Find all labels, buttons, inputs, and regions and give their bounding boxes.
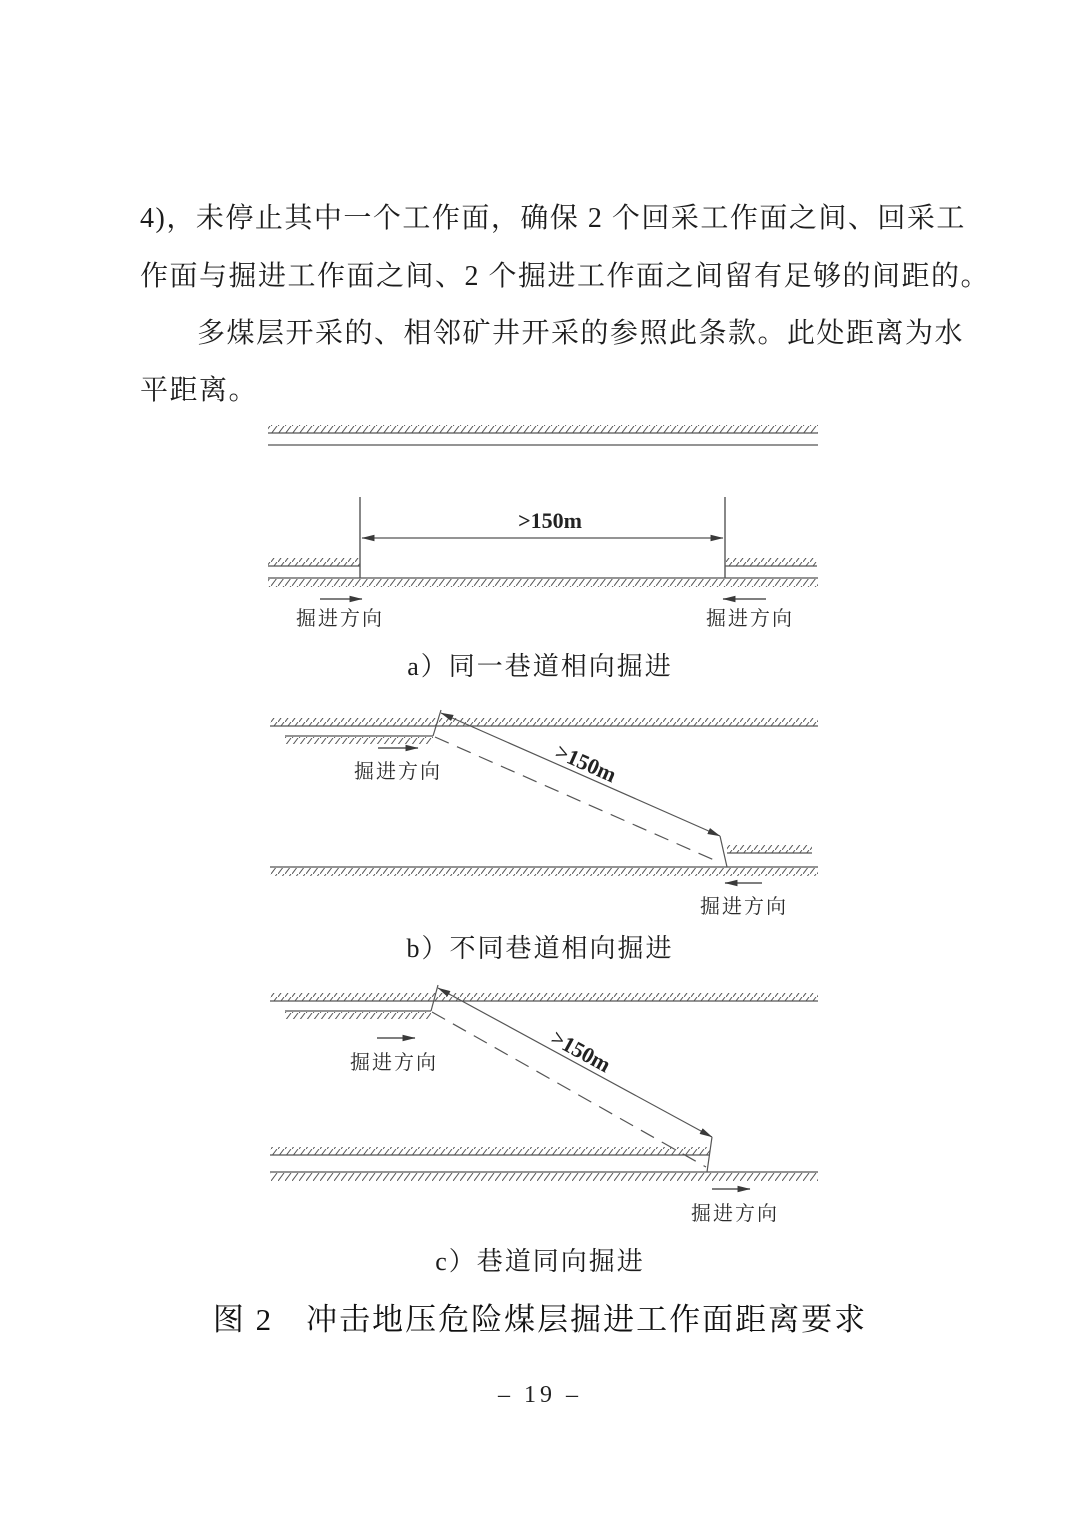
left-drive-direction-label: 掘进方向 bbox=[350, 1052, 438, 1074]
distance-label: >150m bbox=[518, 508, 582, 533]
caption-c: c）巷道同向掘进 bbox=[435, 1247, 645, 1276]
paragraph-line-3: 多煤层开采的、相邻矿井开采的参照此条款。此处距离为水 bbox=[197, 318, 965, 349]
distance-label: >150m bbox=[546, 1024, 616, 1078]
ground-hatch-strip bbox=[268, 579, 818, 587]
left-drive-direction-label: 掘进方向 bbox=[296, 608, 384, 630]
ground-hatch-strip bbox=[270, 1173, 818, 1181]
lower-tunnel-roof-hatch bbox=[727, 845, 812, 853]
roof-hatch-strip bbox=[270, 993, 818, 1001]
caption-b: b）不同巷道相向掘进 bbox=[406, 934, 674, 963]
roof-hatch-strip bbox=[268, 425, 818, 433]
right-drive-direction-label: 掘进方向 bbox=[700, 896, 788, 918]
distance-label: >150m bbox=[551, 738, 621, 788]
roof-hatch-strip bbox=[270, 718, 818, 726]
lower-face-line bbox=[720, 836, 727, 867]
paragraph-line-2: 作面与掘进工作面之间、2 个掘进工作面之间留有足够的间距的。 bbox=[140, 261, 991, 292]
page-number: – 19 – bbox=[498, 1382, 582, 1408]
right-floor-hatch-strip bbox=[725, 558, 817, 566]
right-drive-direction-label: 掘进方向 bbox=[691, 1203, 779, 1225]
left-floor-hatch-strip bbox=[268, 558, 360, 566]
caption-a: a）同一巷道相向掘进 bbox=[407, 652, 673, 681]
distance-dimension-arrow bbox=[441, 713, 720, 836]
left-drive-direction-label: 掘进方向 bbox=[354, 761, 442, 783]
right-drive-direction-label: 掘进方向 bbox=[706, 608, 794, 630]
paragraph-line-4: 平距离。 bbox=[140, 375, 259, 406]
upper-tunnel-floor-hatch bbox=[285, 737, 433, 744]
paragraph-line-1: 4)，未停止其中一个工作面，确保 2 个回采工作面之间、回采工 bbox=[140, 203, 966, 234]
ground-hatch-strip bbox=[270, 868, 818, 876]
figure-title: 图 2 冲击地压危险煤层掘进工作面距离要求 bbox=[212, 1302, 868, 1337]
upper-tunnel-floor-hatch bbox=[285, 1012, 431, 1019]
diagram-c-same-direction-drive bbox=[250, 973, 830, 1233]
diagram-b-different-tunnels-opposing-drive bbox=[250, 698, 830, 938]
diagram-a-same-tunnel-opposing-drive bbox=[250, 418, 830, 633]
lower-tunnel-roof-hatch bbox=[270, 1147, 710, 1155]
distance-dimension-arrow bbox=[438, 988, 712, 1137]
